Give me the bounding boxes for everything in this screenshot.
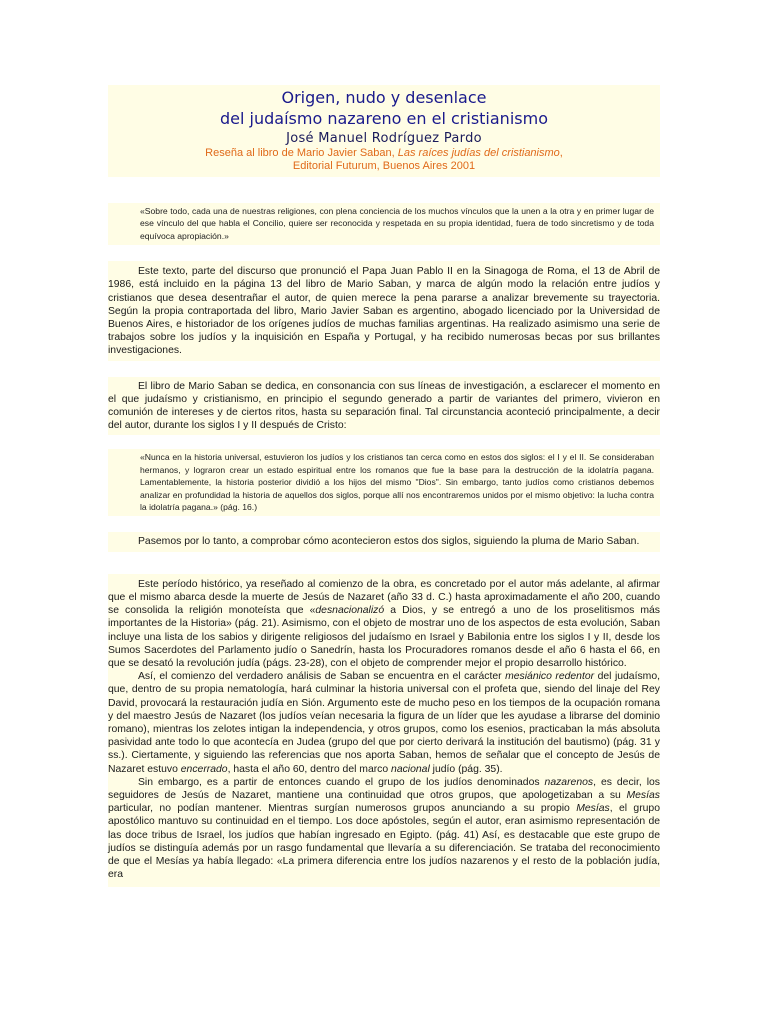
p6-text-b: , es decir, los seguidores de Jesús de Nazaret, mantiene una continuidad que otros grupos, que apologetizaban a su bbox=[108, 776, 661, 801]
paragraph-block-main bbox=[108, 574, 660, 888]
paragraph-3: Pasemos por lo tanto, a comprobar cómo acontecieron estos dos siglos, siguiendo la pluma de Mario Saban. bbox=[138, 536, 640, 548]
p5-text-a: Así, el comienzo del verdadero análisis de Saban se encuentra en el carácter bbox=[138, 671, 506, 683]
p5-text-c: , hasta el año 60, dentro del marco bbox=[227, 763, 392, 775]
article-header bbox=[108, 85, 660, 177]
p6-italic-a: nazarenos bbox=[544, 776, 594, 788]
article-title-line2: del judaísmo nazareno en el cristianismo bbox=[220, 109, 548, 128]
p6-text-d: , el grupo apostólico mantuvo su continuidad en el tiempo. Los doce apóstoles, según el autor, eran asimismo representación de las doce tribus de Israel, los judíos que habían ingresado en Egipto. (pág. 41) Así, es destacable que este grupo de judíos se distinguía además por un rasgo fundamental que llevaría a su diferenciación. Se trataba del reconocimiento de que el Mesías ya había llegado: «La primera diferencia entre los judíos nazarenos y el resto de la población judía, era bbox=[108, 803, 660, 881]
review-prefix: Reseña al libro de Mario Javier Saban, bbox=[205, 147, 398, 159]
p5-italic-a: mesiánico redentor bbox=[505, 671, 595, 683]
p6-text-c: particular, no podían mantener. Mientras surgían numerosos grupos anunciando a su propio bbox=[108, 803, 577, 815]
paragraph-1: Este texto, parte del discurso que pronunció el Papa Juan Pablo II en la Sinagoga de Roma, el 13 de Abril de 1986, está incluido en la página 13 del libro de Mario Saban, y marca de algún modo la relación entre judíos y cristianos que desea desentrañar el autor, de quien merece la pena pararse a analizar brevemente su trayectoria. Según la propia contraportada del libro, Mario Javier Saban es argentino, abogado licenciado por la Universidad de Buenos Aires, e historiador de los orígenes judíos de muchas familias argentinas. Ha realizado asimismo una serie de trabajos sobre los judíos y la inquisición en España y Portugal, y ha recibido numerosas becas por sus brillantes investigaciones. bbox=[108, 266, 660, 357]
p6-italic-c: Mesías bbox=[576, 803, 610, 815]
p5-text-b: del judaísmo, que, dentro de su propia nematología, hará culminar la historia universal con el profeta que, siendo del linaje del Rey David, provocará la restauración judía en Sión. Argumento este de mucho peso en los tiempos de la ocupación romana y del maestro Jesús de Nazaret (los judíos veían necesaria la figura de un líder que les ayudase a librarse del dominio romano), mientras los zelotes intigan la independencia, y otros grupos, como los esenios, practicaban la más absoluta pasividad ante todo lo que acontecía en Judea (grupo del que por cierto derivará la institución del bautismo) (pág. 31 y ss.). Ciertamente, y siguiendo las referencias que nos aporta Saban, hemos de señalar que el concepto de Jesús de Nazaret estuvo bbox=[108, 671, 660, 775]
p4-text-b: a Dios, y se entregó a uno de los proselitismos más importantes de la Historia» (pág. 21). Asimismo, con el objeto de mostrar uno de los aspectos de esta evolución, Saban incluye una lista de los sabios y dirigente religiosos del judaísmo en Israel y Babilonia entre los siglos I y II, desde los Sumos Sacerdotes del Parlamento judío o Sanedrín, hasta los Procuradores romanos desde el año 6 hasta el 66, en que se desató la revolución judía (págs. 23-28), con el objeto de comprender mejor el propio desarrollo histórico. bbox=[108, 605, 660, 669]
quote-block-2 bbox=[108, 449, 660, 516]
p4-text-a: Este período histórico, ya reseñado al comienzo de la obra, es concretado por el autor más adelante, al afirmar que el mismo abarca desde la muerte de Jesús de Nazaret (año 33 d. C.) hasta aproximadamente el año 200, cuando se consolida la religión monoteísta que « bbox=[108, 578, 660, 617]
paragraph-4 bbox=[108, 578, 660, 670]
p5-italic-c: nacional bbox=[391, 763, 430, 775]
article-title-line1: Origen, nudo y desenlace bbox=[281, 88, 487, 107]
review-suffix: , bbox=[559, 147, 563, 159]
quote-1: «Sobre todo, cada una de nuestras religiones, con plena conciencia de los muchos vínculos que la unen a la otra y en primer lugar de ese vínculo del que habla el Concilio, quiere ser reconocida y respetada en su propia identidad, fuera de todo sincretismo y de toda equívoca apropiación.» bbox=[140, 206, 654, 241]
p5-italic-b: encerrado bbox=[180, 763, 228, 775]
paragraph-block-1 bbox=[108, 261, 660, 360]
p6-italic-b: Mesías bbox=[626, 789, 660, 801]
document-page bbox=[108, 85, 660, 887]
review-book-title: Las raíces judías del cristianismo bbox=[397, 147, 560, 159]
paragraph-5 bbox=[108, 670, 660, 776]
quote-2: «Nunca en la historia universal, estuvieron los judíos y los cristianos tan cerca como en estos dos siglos: el I y el II. Se consideraban hermanos, y lograron crear un estado espiritual entre los romanos que fue la base para la destrucción de la idolatría pagana. Lamentablemente, la historia posterior dividió a los hijos del mismo "Dios". Sin embargo, tanto judíos como cristianos debemos analizar en profundidad la historia de aquellos dos siglos, porque allí nos encontraremos unidos por el mismo objetivo: la lucha contra la idolatría pagana.» (pág. 16.) bbox=[140, 452, 654, 513]
paragraph-block-3 bbox=[108, 532, 660, 551]
p4-italic-a: desnacionalizó bbox=[315, 605, 385, 617]
review-line1 bbox=[108, 147, 660, 160]
article-author: José Manuel Rodríguez Pardo bbox=[286, 131, 482, 146]
p6-text-a: Sin embargo, es a partir de entonces cuando el grupo de los judíos denominados bbox=[138, 776, 545, 788]
quote-block-1 bbox=[108, 203, 660, 245]
paragraph-2: El libro de Mario Saban se dedica, en consonancia con sus líneas de investigación, a esclarecer el momento en el que judaísmo y cristianismo, en principio el segundo generado a partir de variantes del primero, vivieron en comunión de intereses y de ciertos ritos, hasta su separación final. Tal circunstancia aconteció principalmente, a decir del autor, durante los siglos I y II después de Cristo: bbox=[108, 380, 660, 432]
paragraph-block-2 bbox=[108, 377, 660, 436]
paragraph-6 bbox=[108, 776, 660, 882]
p5-text-d: judío (pág. 35). bbox=[429, 763, 503, 775]
review-line2: Editorial Futurum, Buenos Aires 2001 bbox=[292, 160, 476, 172]
